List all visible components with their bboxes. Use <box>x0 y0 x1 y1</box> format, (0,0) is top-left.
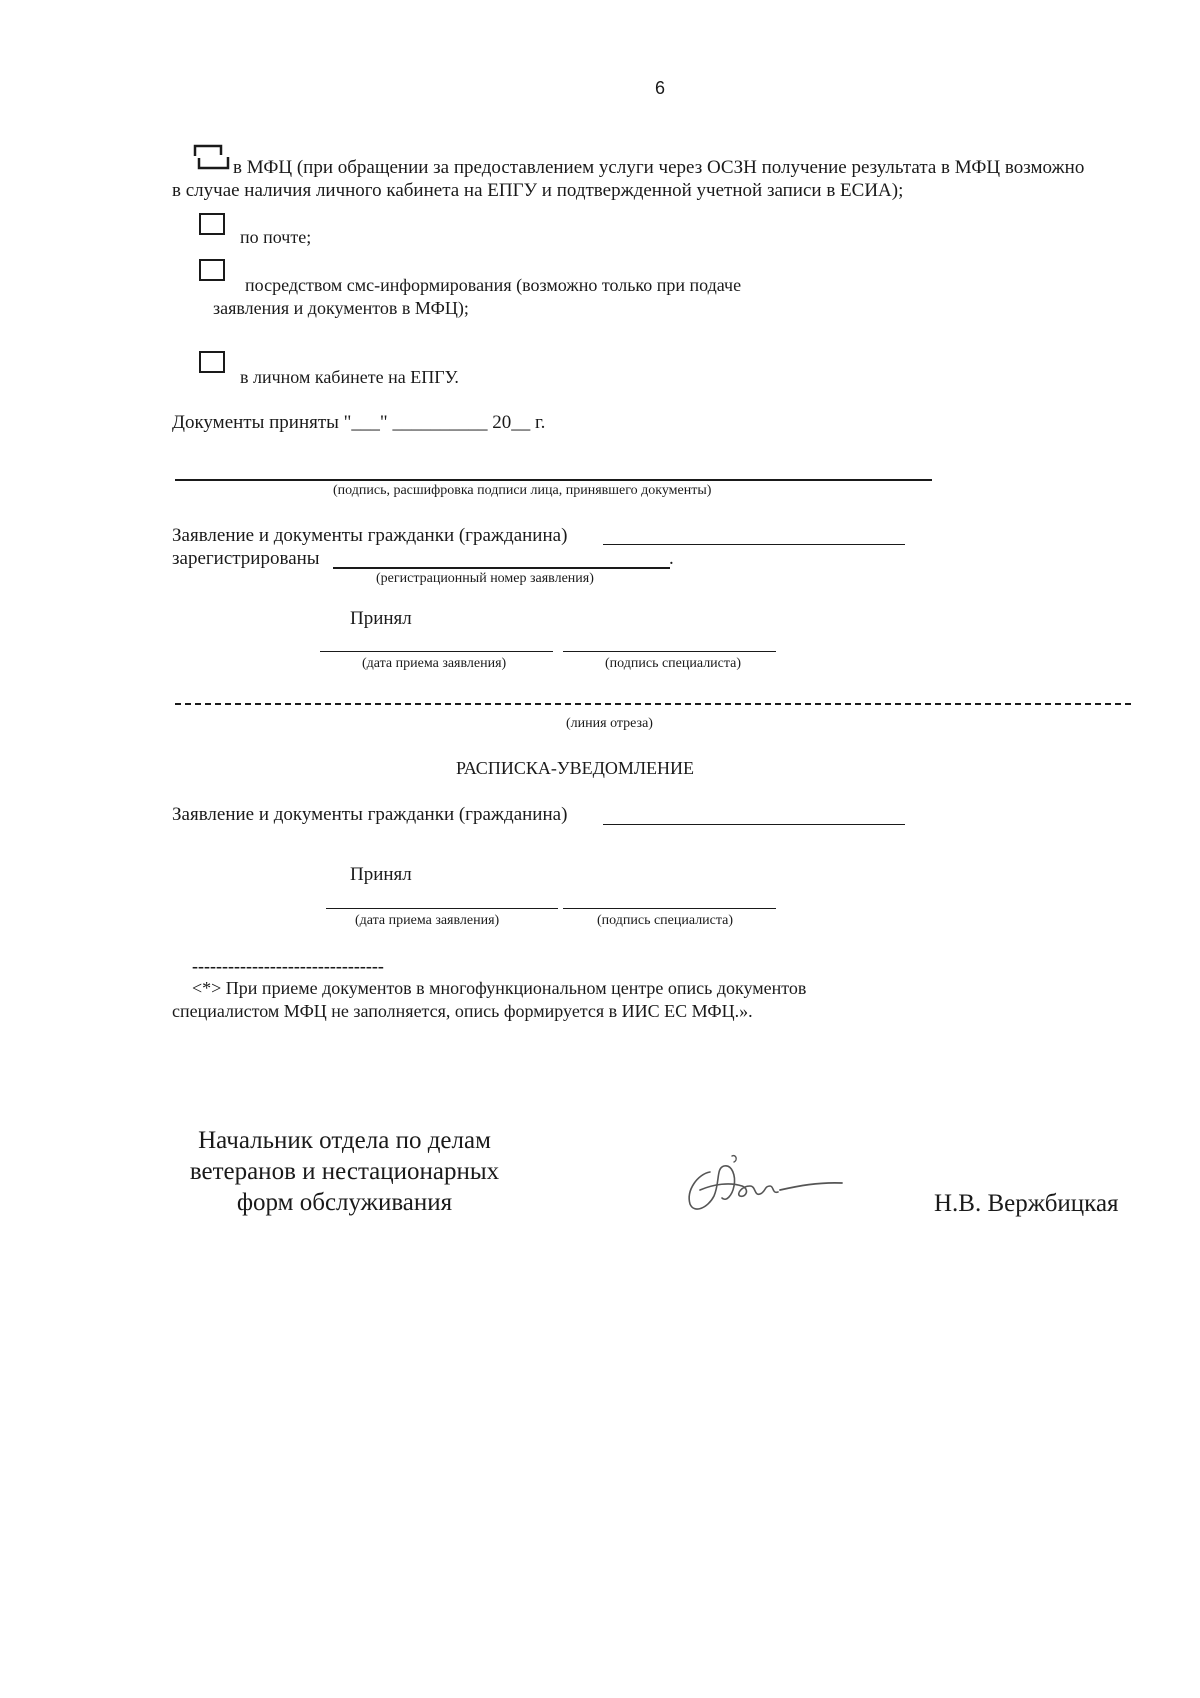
acceptance-specialist-line <box>563 651 776 652</box>
cut-line <box>175 703 1131 705</box>
receipt-date-line <box>326 908 558 909</box>
receipt-specialist-caption: (подпись специалиста) <box>597 913 734 928</box>
acceptance-specialist-caption: (подпись специалиста) <box>605 656 742 671</box>
footnote-separator: -------------------------------- <box>192 956 384 976</box>
reg-number-line <box>333 567 670 569</box>
signature-line <box>175 479 932 481</box>
receipt-date-caption: (дата приема заявления) <box>355 913 500 928</box>
registered-label: зарегистрированы <box>172 548 320 569</box>
receipt-citizen-name-line <box>603 824 905 825</box>
handwritten-signature <box>680 1152 850 1222</box>
signer-name: Н.В. Вержбицкая <box>934 1190 1119 1217</box>
option-sms-line2: заявления и документов в МФЦ); <box>213 298 469 318</box>
option-mfc-line1: в МФЦ (при обращении за предоставлением услуги через ОСЗН получение результата в МФЦ возможно <box>233 157 1085 178</box>
position-line3: форм обслуживания <box>236 1189 453 1216</box>
signature-caption: (подпись, расшифровка подписи лица, принявшего документы) <box>333 483 712 498</box>
receipt-accepted-by-label: Принял <box>350 864 412 885</box>
acceptance-date-line <box>320 651 553 652</box>
footnote-line1: <*> При приеме документов в многофункциональном центре опись документов <box>192 978 807 998</box>
option-mfc-line2: в случае наличия личного кабинета на ЕПГУ и подтвержденной учетной записи в ЕСИА); <box>172 180 904 201</box>
mfc-checkbox-icon[interactable] <box>192 143 232 171</box>
footnote-line2: специалистом МФЦ не заполняется, опись формируется в ИИС ЕС МФЦ.». <box>172 1001 753 1021</box>
position-line2: ветеранов и нестационарных <box>189 1158 500 1185</box>
option-post: по почте; <box>240 227 312 247</box>
accepted-by-label: Принял <box>350 608 412 629</box>
cut-line-caption: (линия отреза) <box>566 716 653 731</box>
option-epgu: в личном кабинете на ЕПГУ. <box>240 367 459 387</box>
epgu-checkbox[interactable] <box>199 351 225 373</box>
post-checkbox[interactable] <box>199 213 225 235</box>
position-line1: Начальник отдела по делам <box>198 1127 491 1154</box>
registered-period: . <box>669 548 674 569</box>
application-docs-label: Заявление и документы гражданки (гражданина) <box>172 525 568 546</box>
reg-number-caption: (регистрационный номер заявления) <box>376 571 594 586</box>
docs-accepted-line: Документы приняты "___" __________ 20__ г. <box>172 412 546 433</box>
receipt-application-docs-label: Заявление и документы гражданки (гражданина) <box>172 804 568 825</box>
page-number: 6 <box>655 78 666 98</box>
option-sms-line1: посредством смс-информирования (возможно только при подаче <box>245 275 742 295</box>
receipt-specialist-line <box>563 908 776 909</box>
receipt-title: РАСПИСКА-УВЕДОМЛЕНИЕ <box>456 758 695 778</box>
sms-checkbox[interactable] <box>199 259 225 281</box>
acceptance-date-caption: (дата приема заявления) <box>362 656 507 671</box>
citizen-name-line <box>603 544 905 545</box>
